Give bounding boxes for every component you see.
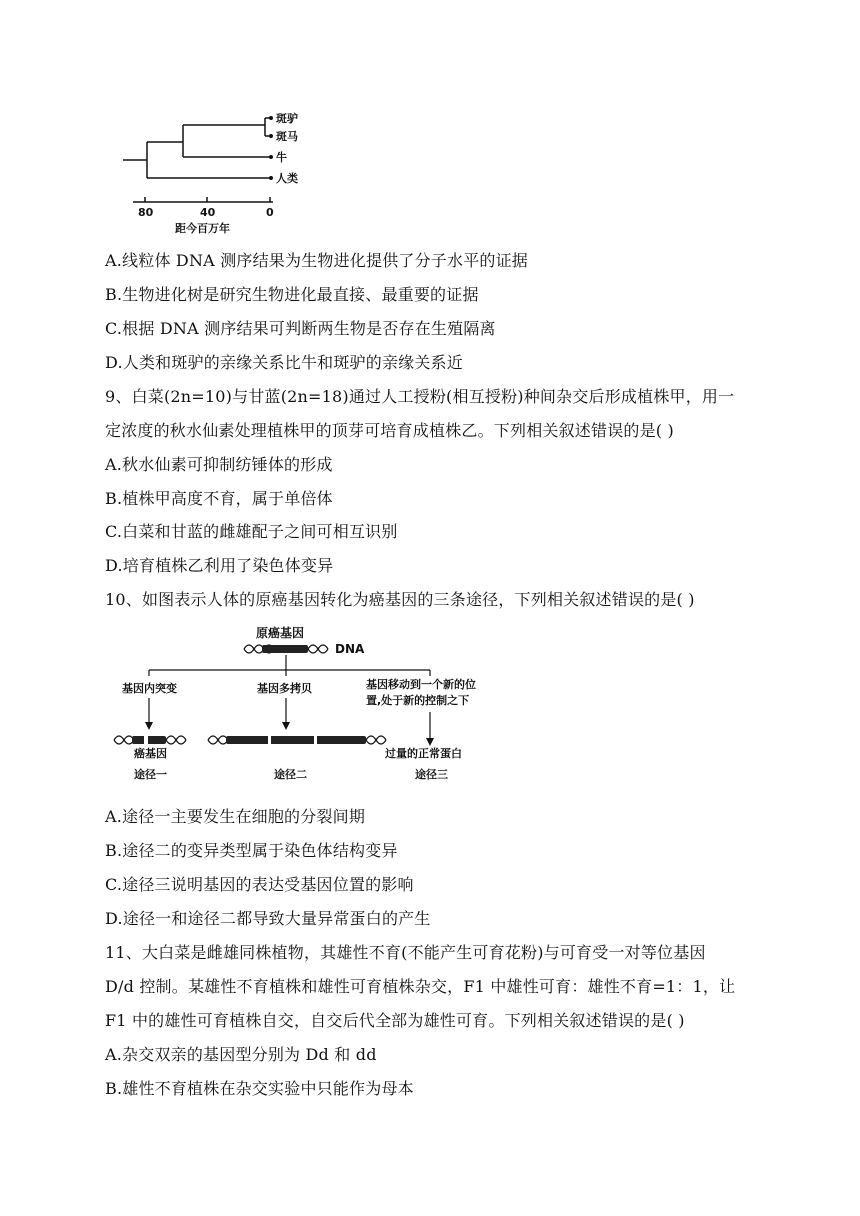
path-two-label: 途径二 <box>274 768 307 781</box>
q9-stem-line1: 9、白菜(2n=10)与甘蓝(2n=18)通过人工授粉(相互授粉)种间杂交后形成植株甲，用一 <box>105 387 735 406</box>
q10-option-a: A.途径一主要发生在细胞的分裂间期 <box>105 807 366 826</box>
q8-option-b: B.生物进化树是研究生物进化最直接、最重要的证据 <box>105 285 479 304</box>
axis-label: 距今百万年 <box>175 222 230 235</box>
phylogenetic-tree-figure <box>115 108 315 238</box>
q10-option-b: B.途径二的变异类型属于染色体结构变异 <box>105 841 398 860</box>
q10-option-d: D.途径一和途径二都导致大量异常蛋白的产生 <box>105 909 431 928</box>
tree-label-zebra-donkey: 斑驴 <box>276 112 298 125</box>
q9-option-c: C.白菜和甘蓝的雌雄配子之间可相互识别 <box>105 522 398 541</box>
proto-oncogene-label: 原癌基因 <box>256 626 305 640</box>
path-three-label: 途径三 <box>415 768 448 781</box>
result-excess-normal-protein: 过量的正常蛋白 <box>385 747 462 760</box>
q8-option-d: D.人类和斑驴的亲缘关系比牛和斑驴的亲缘关系近 <box>105 353 463 372</box>
result-oncogene: 癌基因 <box>134 747 167 760</box>
q9-option-a: A.秋水仙素可抑制纺锤体的形成 <box>105 455 333 474</box>
q9-option-d: D.培育植株乙利用了染色体变异 <box>105 556 334 575</box>
q10-option-c: C.途径三说明基因的表达受基因位置的影响 <box>105 875 414 894</box>
q8-option-a: A.线粒体 DNA 测序结果为生物进化提供了分子水平的证据 <box>105 251 528 270</box>
branch-gene-translocation-line2: 置,处于新的控制之下 <box>366 694 470 707</box>
q11-option-a: A.杂交双亲的基因型分别为 Dd 和 dd <box>105 1045 377 1064</box>
q11-stem-line3: F1 中的雄性可育植株自交，自交后代全部为雄性可育。下列相关叙述错误的是( ) <box>105 1011 685 1030</box>
q9-option-b: B.植株甲高度不育，属于单倍体 <box>105 489 333 508</box>
dna-label: DNA <box>335 642 365 656</box>
q11-option-b: B.雄性不育植株在杂交实验中只能作为母本 <box>105 1079 414 1098</box>
q8-option-c: C.根据 DNA 测序结果可判断两生物是否存在生殖隔离 <box>105 319 496 338</box>
path-one-label: 途径一 <box>134 768 167 781</box>
q10-stem: 10、如图表示人体的原癌基因转化为癌基因的三条途径，下列相关叙述错误的是( ) <box>105 590 695 609</box>
q11-stem-line2: D/d 控制。某雄性不育植株和雄性可育植株杂交，F1 中雄性可育：雄性不育=1：1，让 <box>105 977 736 996</box>
branch-intragenic-mutation: 基因内突变 <box>122 682 177 695</box>
tree-label-human: 人类 <box>276 172 298 185</box>
q9-stem-line2: 定浓度的秋水仙素处理植株甲的顶芽可培育成植株乙。下列相关叙述错误的是( ) <box>105 421 674 440</box>
axis-tick-40: 40 <box>200 206 216 219</box>
axis-tick-0: 0 <box>266 206 274 219</box>
tree-label-zebra: 斑马 <box>276 130 298 143</box>
axis-tick-80: 80 <box>138 206 154 219</box>
tree-label-cattle: 牛 <box>276 151 287 164</box>
q11-stem-line1: 11、大白菜是雌雄同株植物，其雄性不育(不能产生可育花粉)与可育受一对等位基因 <box>105 943 706 962</box>
branch-gene-amplification: 基因多拷贝 <box>257 682 312 695</box>
oncogene-pathway-figure <box>112 624 502 784</box>
branch-gene-translocation-line1: 基因移动到一个新的位 <box>366 678 476 691</box>
